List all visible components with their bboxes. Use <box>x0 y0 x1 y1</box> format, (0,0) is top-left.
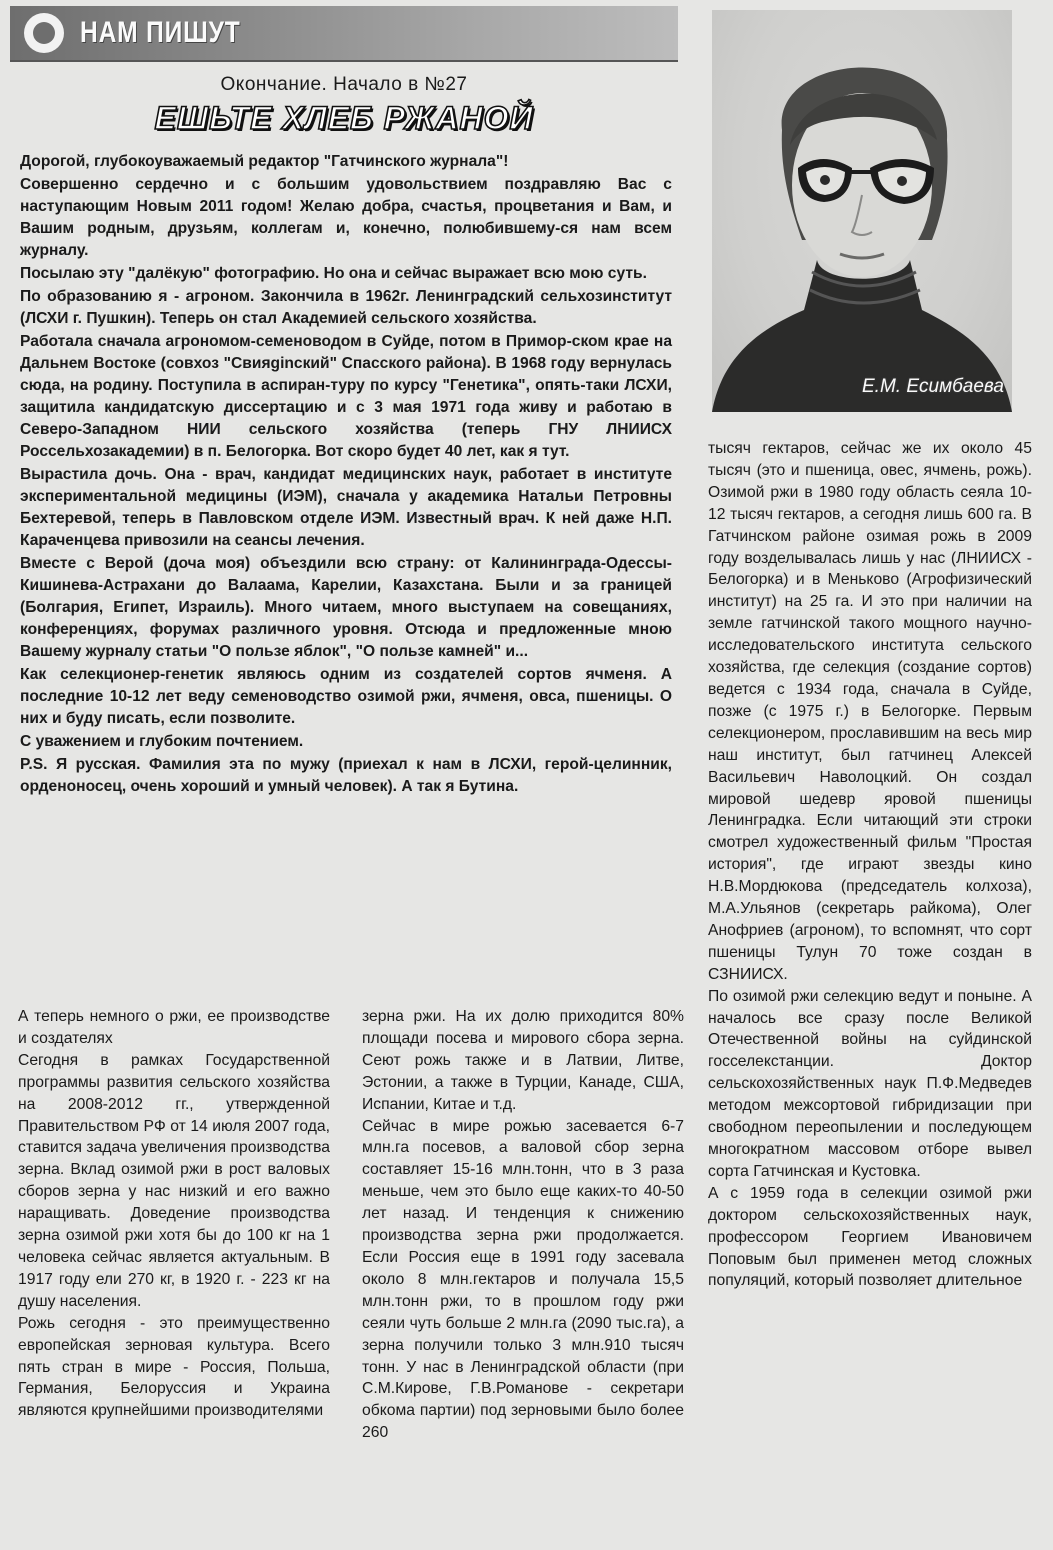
letter-block <box>20 151 672 799</box>
article-paragraph: А с 1959 года в селекции озимой ржи доктором сельскохозяйственных наук, профессором Георгием Ивановичем Поповым был применен метод сложных популяций, который позволяет длительное <box>708 1184 1032 1290</box>
article-paragraph: Сейчас в мире рожью засевается 6-7 млн.га посевов, а валовой сбор зерна составляет 15-16 млн.тонн, что в 3 раза меньше, чем это было еще каких-то 40-50 лет назад. И тенденция к снижению производства зерна ржи продолжается. Если Россия еще в 1991 году засевала около 8 млн.гектаров и получала 15,5 млн.тонн ржи, то в прошлом году ржи сеяли чуть больше 2 млн.га (2090 тыс.га), а зерна получили только 3 млн.910 тысяч тонн. У нас в Ленинградской области (при С.М.Кирове, Г.В.Романове - секретари обкома партии) под зерновыми было более 260 <box>362 1117 684 1442</box>
article-column-1 <box>18 1006 330 1422</box>
letter-paragraph: Вместе с Верой (доча моя) объездили всю страну: от Калининграда-Одессы-Кишинева-Астрахани до Валаама, Карелии, Казахстана. Были и за границей (Болгария, Египет, Израиль). Много читаем, много выступаем на совещаниях, конференциях, форумах различного уровня. Отсюда и предложенные мною Вашему журналу статьи "О пользе яблок", "О пользе камней" и... <box>20 555 672 660</box>
letter-paragraph: Дорогой, глубокоуважаемый редактор "Гатчинского журнала"! <box>20 153 509 170</box>
rubric-bar <box>10 6 678 62</box>
article-paragraph: тысяч гектаров, сейчас же их около 45 тысяч (это и пшеница, овес, ячмень, рожь). Озимой ржи в 1980 году область сеяла 10-12 тысяч гектаров, а сегодня лишь 600 га. В Гатчинском районе озимая рожь в 2009 году возделывалась лишь у нас (ЛНИИСХ - Белогорка) и в Меньково (Агрофизический институт) на 25 га. И это при наличии на земле гатчинской такого мощного научно-исследовательского института сельского хозяйства, где селекция (создание сортов) ведется с 1934 года, сначала в Суйде, позже (с 1975 г.) в Белогорке. Первым селекционером, прославившим на весь мир наш институт, был гатчинец Алексей Васильевич Наволоцкий. Он создал мировой шедевр яровой пшеницы Ленинградка. Если читающий эти строки смотрел художественный фильм "Простая история", где играют звезды кино Н.В.Мордюкова (председатель колхоза), М.А.Ульянов (секретарь райкома), Олег Анофриев (агроном), то вспомнят, что сорт пшеницы Тулун 70 тоже создан в СЗНИИСХ. <box>708 440 1032 983</box>
article-paragraph: Сегодня в рамках Государственной программы развития сельского хозяйства на 2008-2012 гг., утвержденной Правительством РФ от 14 июля 2007 года, ставится задача увеличения производства зерна. Вклад озимой ржи в рост валовых сборов зерна у нас низкий и его важно наращивать. Доведение производства зерна озимой ржи хотя бы до 100 кг на 1 человека сейчас является актуальным. В 1917 году ели 270 кг, в 1920 г. - 223 кг на душу населения. <box>18 1051 330 1310</box>
portrait-photo <box>712 10 1012 412</box>
article-column-3 <box>708 438 1032 1292</box>
article-paragraph: зерна ржи. На их долю приходится 80% площади посева и мирового сбора зерна. Сеют рожь также и в Латвии, Литве, Эстонии, а также в Турции, Канаде, США, Испании, Китае и т.д. <box>362 1008 684 1113</box>
rubric-label: НАМ ПИШУТ <box>80 16 241 49</box>
letter-paragraph: Как селекционер-генетик являюсь одним из создателей сортов ячменя. А последние 10-12 лет веду семеноводство озимой ржи, ячменя, овса, пшеницы. О них и буду писать, если позволите. <box>20 666 672 727</box>
letter-paragraph: Совершенно сердечно и с большим удовольствием поздравляю Вас с наступающим Новым 2011 годом! Желаю добра, счастья, процветания и Вам, и Вашим родным, друзьям, коллегам и, конечно, полюбившему-ся нам всем журналу. <box>20 176 672 259</box>
letter-paragraph: Посылаю эту "далёкую" фотографию. Но она и сейчас выражает всю мою суть. <box>20 265 647 282</box>
letter-paragraph: Работала сначала агрономом-семеноводом в Суйде, потом в Примор-ском крае на Дальнем Востоке (совхоз "Свияginский" Спасского района). В 1968 году вернулась сюда, на родину. Поступила в аспиран-туру по курсу "Генетика", опять-таки ЛСХИ, защитила кандидатскую диссертацию и с 3 мая 1971 года живу и работаю в Северо-Западном НИИ сельского хозяйства (теперь ГНУ ЛНИИСХ Россельхозакадемии) в п. Белогорка. Вот скоро будет 40 лет, как я тут. <box>20 333 672 460</box>
photo-caption: Е.М. Есимбаева <box>862 376 1004 397</box>
article-subheading: А теперь немного о ржи, ее производстве и создателях <box>18 1008 330 1047</box>
article-paragraph: Рожь сегодня - это преимущественно европейская зерновая культура. Всего пять стран в мире - Россия, Польша, Германия, Белоруссия и Украина являются крупнейшими производителями <box>18 1314 330 1420</box>
portrait-woman-glasses-icon <box>712 10 1012 412</box>
article-headline: ЕШЬТЕ ХЛЕБ РЖАНОЙ <box>154 100 534 136</box>
apple-logo-icon <box>24 13 64 53</box>
letter-paragraph: Вырастила дочь. Она - врач, кандидат медицинских наук, работает в институте экспериментальной медицины (ИЭМ), сначала у академика Натальи Петровны Бехтеревой, теперь в Павловском отделе ИЭМ. Известный врач. К ней даже Н.П. Караченцева привозили на сеансы лечения. <box>20 466 672 549</box>
continuation-note: Окончание. Начало в №27 <box>220 74 468 95</box>
article-paragraph: По озимой ржи селекцию ведут и поныне. А началось все сразу после Великой Отечественной войны на суйдинской госселекстанции. Доктор сельскохозяйственных наук П.Ф.Медведев методом межсортовой гибридизации при свободном переопылении и последующем многократном массовом отборе вывел сорта Гатчинская и Кустовка. <box>708 987 1032 1180</box>
article-column-2 <box>362 1006 684 1444</box>
letter-paragraph: С уважением и глубоким почтением. <box>20 733 304 750</box>
letter-paragraph: P.S. Я русская. Фамилия эта по мужу (приехал к нам в ЛСХИ, герой-целинник, орденоносец, очень хороший и умный человек). А так я Бутина. <box>20 756 672 795</box>
letter-paragraph: По образованию я - агроном. Закончила в 1962г. Ленинградский сельхозинститут (ЛСХИ г. Пушкин). Теперь он стал Академией сельского хозяйства. <box>20 288 672 327</box>
